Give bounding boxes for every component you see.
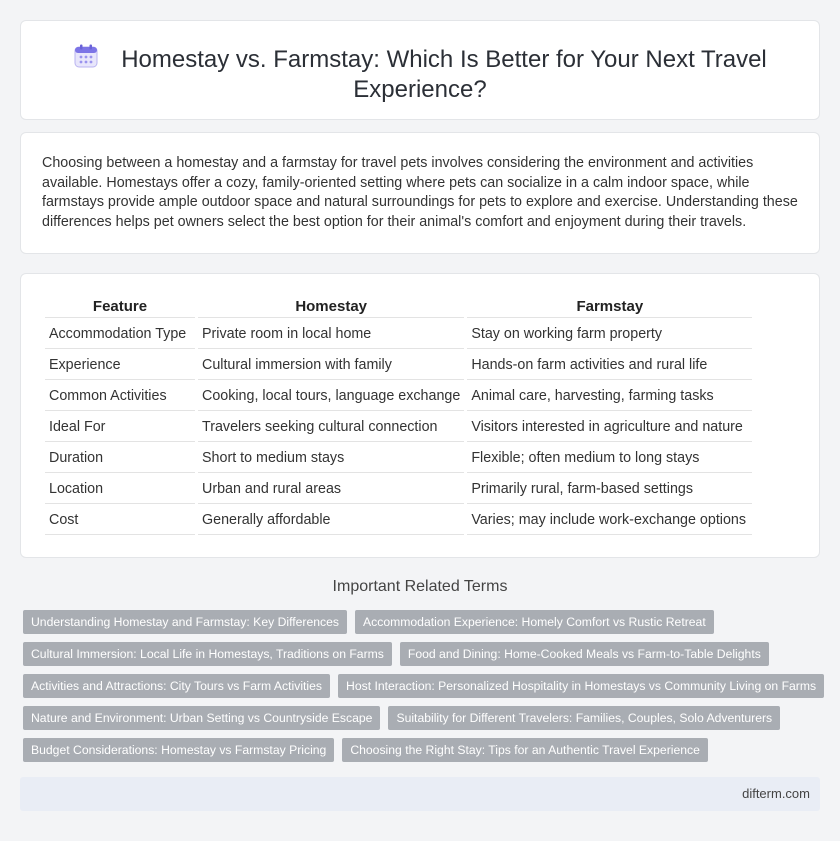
homestay-cell: Cooking, local tours, language exchange xyxy=(198,382,464,411)
related-term-tag[interactable]: Budget Considerations: Homestay vs Farmstay Pricing xyxy=(23,738,334,762)
footer-site-link[interactable]: difterm.com xyxy=(742,786,810,801)
tag-row xyxy=(23,738,823,762)
farmstay-cell: Stay on working farm property xyxy=(467,320,752,349)
farmstay-cell: Hands-on farm activities and rural life xyxy=(467,351,752,380)
tag-row xyxy=(23,674,823,698)
tag-row xyxy=(23,610,823,634)
feature-cell: Ideal For xyxy=(45,413,195,442)
related-term-tag[interactable]: Suitability for Different Travelers: Families, Couples, Solo Adventurers xyxy=(388,706,780,730)
table-header-row xyxy=(45,296,752,318)
homestay-cell: Private room in local home xyxy=(198,320,464,349)
intro-paragraph: Choosing between a homestay and a farmstay for travel pets involves considering the environment and activities available. Homestays offer a cozy, family-oriented setting where pets can socialize in a calm indoor space, while farmstays provide ample outdoor space and natural surroundings for pets to explore and exercise. Understanding these differences helps pet owners select the best option for their animal's comfort and enjoyment during their travels. xyxy=(42,155,798,230)
related-term-tag[interactable]: Choosing the Right Stay: Tips for an Authentic Travel Experience xyxy=(342,738,708,762)
related-term-tag[interactable]: Accommodation Experience: Homely Comfort vs Rustic Retreat xyxy=(355,610,714,634)
header-card xyxy=(20,20,820,120)
related-term-tag[interactable]: Understanding Homestay and Farmstay: Key Differences xyxy=(23,610,347,634)
homestay-cell: Cultural immersion with family xyxy=(198,351,464,380)
farmstay-cell: Visitors interested in agriculture and nature xyxy=(467,413,752,442)
related-term-tag[interactable]: Host Interaction: Personalized Hospitality in Homestays vs Community Living on Farms xyxy=(338,674,824,698)
related-terms-list xyxy=(23,610,823,770)
table-row xyxy=(45,444,752,473)
related-term-tag[interactable]: Cultural Immersion: Local Life in Homestays, Traditions on Farms xyxy=(23,642,392,666)
feature-cell: Common Activities xyxy=(45,382,195,411)
feature-cell: Experience xyxy=(45,351,195,380)
header-farmstay: Farmstay xyxy=(467,296,752,318)
table-row xyxy=(45,351,752,380)
table-row xyxy=(45,475,752,504)
table-row xyxy=(45,382,752,411)
intro-card xyxy=(20,132,820,254)
comparison-card xyxy=(20,273,820,558)
table-row xyxy=(45,413,752,442)
homestay-cell: Short to medium stays xyxy=(198,444,464,473)
related-terms-title: Important Related Terms xyxy=(332,578,508,595)
calendar-icon xyxy=(73,43,99,69)
farmstay-cell: Flexible; often medium to long stays xyxy=(467,444,752,473)
header-feature: Feature xyxy=(45,296,195,318)
page-title-wrap xyxy=(21,43,819,105)
related-term-tag[interactable]: Activities and Attractions: City Tours vs Farm Activities xyxy=(23,674,330,698)
farmstay-cell: Primarily rural, farm-based settings xyxy=(467,475,752,504)
feature-cell: Cost xyxy=(45,506,195,535)
tag-row xyxy=(23,642,823,666)
related-term-tag[interactable]: Food and Dining: Home-Cooked Meals vs Farm-to-Table Delights xyxy=(400,642,769,666)
header-homestay: Homestay xyxy=(198,296,464,318)
table-row xyxy=(45,320,752,349)
farmstay-cell: Animal care, harvesting, farming tasks xyxy=(467,382,752,411)
homestay-cell: Travelers seeking cultural connection xyxy=(198,413,464,442)
footer xyxy=(20,777,820,811)
homestay-cell: Generally affordable xyxy=(198,506,464,535)
page-title: Homestay vs. Farmstay: Which Is Better for Your Next Travel Experience? xyxy=(121,46,767,103)
homestay-cell: Urban and rural areas xyxy=(198,475,464,504)
tag-row xyxy=(23,706,823,730)
feature-cell: Duration xyxy=(45,444,195,473)
feature-cell: Accommodation Type xyxy=(45,320,195,349)
table-row xyxy=(45,506,752,535)
related-term-tag[interactable]: Nature and Environment: Urban Setting vs Countryside Escape xyxy=(23,706,380,730)
comparison-table xyxy=(42,294,755,537)
feature-cell: Location xyxy=(45,475,195,504)
farmstay-cell: Varies; may include work-exchange options xyxy=(467,506,752,535)
